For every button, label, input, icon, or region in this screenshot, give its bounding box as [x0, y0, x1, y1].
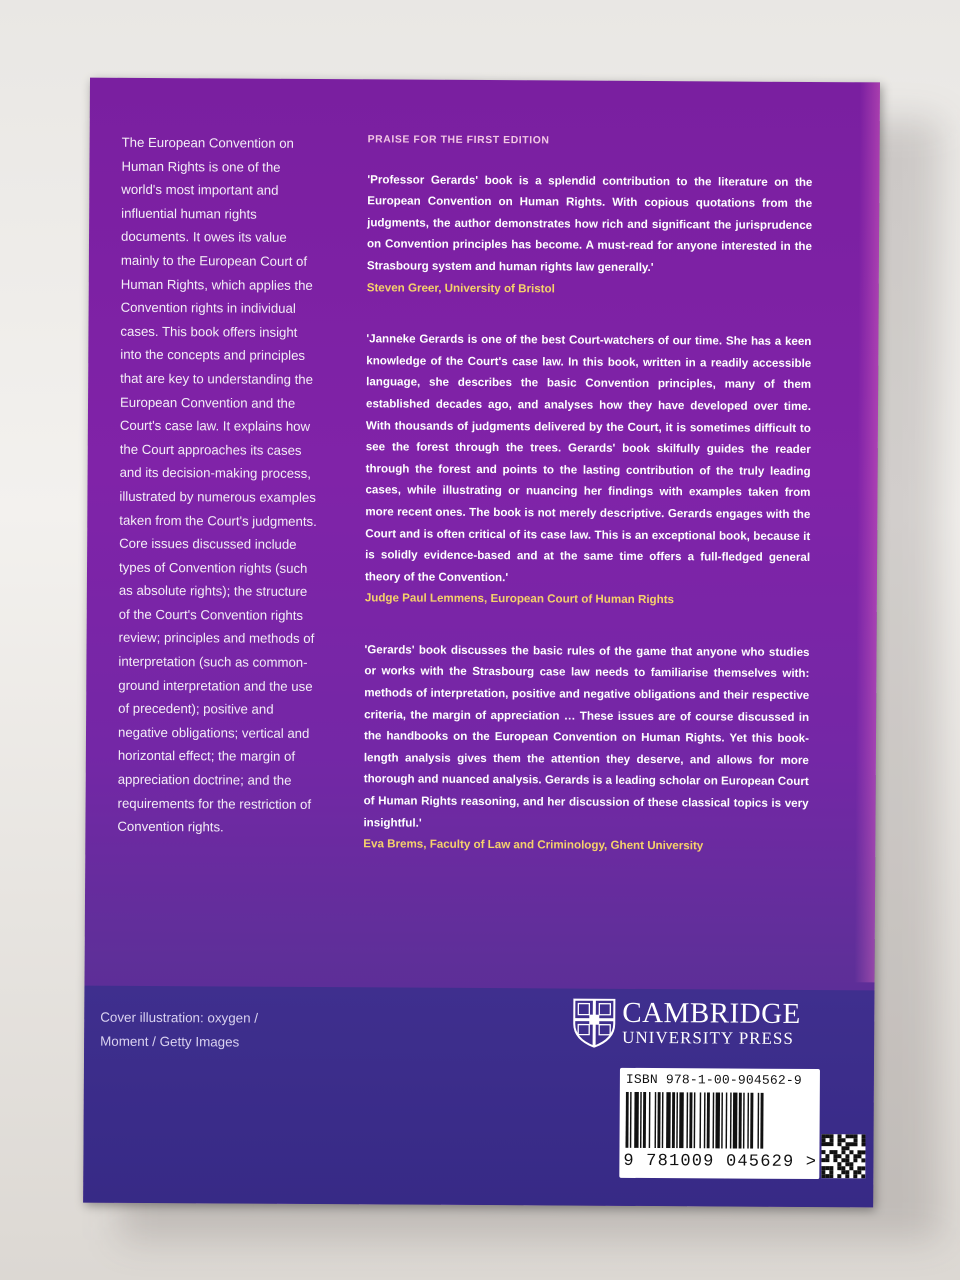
quote-text: 'Professor Gerards' book is a splendid contribution to the literature on the European Convention on Human Rights. With copious quotations from the judgments, the author demonstrates how rich and significant the jurisprudence on Convention principles has become. A must-read for anyone interested in the Strasbourg system and human rights law generally.' — [366, 172, 813, 275]
qr-module — [829, 1166, 833, 1170]
qr-module — [833, 1150, 837, 1154]
barcode-bar — [686, 1092, 688, 1148]
qr-module — [842, 1138, 846, 1142]
praise-heading: PRAISE FOR THE FIRST EDITION — [367, 134, 550, 147]
barcode-bar — [649, 1092, 651, 1148]
quote-attribution: Judge Paul Lemmens, European Court of Human Rights — [364, 591, 675, 607]
qr-module — [845, 1146, 849, 1150]
qr-module — [841, 1150, 845, 1154]
barcode-bar — [726, 1092, 728, 1148]
qr-module — [837, 1154, 841, 1158]
barcode-bar — [743, 1093, 745, 1149]
blurb-column — [117, 131, 321, 840]
qr-module — [862, 1134, 866, 1138]
barcode-bar — [662, 1092, 664, 1148]
publisher-wordmark — [622, 998, 801, 1049]
qr-module — [841, 1146, 845, 1150]
qr-module — [825, 1154, 829, 1158]
barcode-bar — [707, 1092, 710, 1148]
barcode-bar — [733, 1093, 738, 1149]
barcode-bar — [747, 1093, 749, 1149]
qr-module — [825, 1174, 829, 1178]
qr-module — [821, 1150, 825, 1154]
qr-module — [853, 1174, 857, 1178]
qr-module — [849, 1150, 853, 1154]
qr-module — [857, 1150, 861, 1154]
qr-module — [825, 1166, 829, 1170]
barcode-bar — [715, 1092, 720, 1148]
qr-module — [821, 1158, 825, 1162]
blurb-text: The European Convention on Human Rights is one of the world's most important and influential human rights documents. It owes its value mainly to the European Court of Human Rights, which applies the Convention rights in individual cases. This book offers insight into the concepts and principles that are key to understanding the European Convention and the Court's case law. It explains how the Court approaches its cases and its decision-making process, illustrated by numerous examples taken from the Court's judgments. Core issues discussed include types of Convention rights (such as absolute rights); the structure of the Court's Convention rights review; principles and methods of interpretation (such as common-ground interpretation and the use of precedent); positive and negative obligations; vertical and horizontal effect; the margin of appreciation doctrine; and the requirements for the restriction of Convention rights. — [117, 134, 317, 835]
qr-module — [841, 1170, 845, 1174]
qr-module — [822, 1138, 826, 1142]
qr-module — [861, 1150, 865, 1154]
qr-module — [861, 1166, 865, 1170]
qr-module — [829, 1170, 833, 1174]
qr-module — [850, 1134, 854, 1138]
qr-module — [822, 1134, 826, 1138]
qr-module — [845, 1158, 849, 1162]
barcode-digits: 9 781009 045629 > — [623, 1151, 818, 1173]
qr-module — [845, 1162, 849, 1166]
qr-module — [837, 1174, 841, 1178]
qr-module — [821, 1166, 825, 1170]
barcode-bar — [657, 1092, 660, 1148]
barcode-bar — [679, 1092, 684, 1148]
qr-module — [829, 1174, 833, 1178]
barcode-bar — [730, 1093, 732, 1149]
barcode-bar — [739, 1093, 742, 1149]
qr-module — [861, 1158, 865, 1162]
isbn-label: ISBN 978-1-00-904562-9 — [625, 1071, 802, 1088]
barcode-bar — [712, 1092, 714, 1148]
qr-module — [821, 1170, 825, 1174]
barcode-bar — [672, 1092, 675, 1148]
barcode-bars — [625, 1092, 811, 1149]
barcode-bar — [630, 1092, 632, 1148]
barcode-bar — [654, 1092, 656, 1148]
qr-module — [845, 1170, 849, 1174]
publisher-subtitle: UNIVERSITY PRESS — [622, 1027, 794, 1048]
barcode-bar — [694, 1092, 696, 1148]
qr-module — [845, 1142, 849, 1146]
qr-module — [861, 1174, 865, 1178]
barcode-bar — [676, 1092, 678, 1148]
quote-text: 'Gerards' book discusses the basic rules of the game that anyone who studies or works with the Strasbourg case law needs to familiarise themselves with: methods of interpretation, positive and negative obligations and their respective criteria, the margin of appreciation … These issues are of course discussed in the handbooks on the European Convention on Human Rights. Yet this book-length analysis gives them the attention they deserve, and allows for more thorough and nuanced analysis. Gerards is a leading scholar on European Court of Human Rights reasoning, and her discussion of these classical topics is very insightful.' — [363, 643, 810, 830]
qr-module — [821, 1142, 825, 1146]
barcode-bar — [750, 1093, 753, 1149]
qr-module — [830, 1138, 834, 1142]
qr-module — [838, 1138, 842, 1142]
cover-credit: Cover illustration: oxygen / Moment / Getty Images — [100, 1009, 259, 1050]
qr-module — [826, 1134, 830, 1138]
praise-column — [363, 129, 813, 888]
qr-module — [849, 1162, 853, 1166]
qr-module — [845, 1174, 849, 1178]
qr-module — [849, 1142, 853, 1146]
qr-module — [838, 1134, 842, 1138]
barcode — [619, 1068, 820, 1179]
qr-module — [861, 1142, 865, 1146]
university-shield-icon — [572, 998, 616, 1048]
qr-module — [833, 1158, 837, 1162]
qr-module — [853, 1154, 857, 1158]
qr-module — [853, 1170, 857, 1174]
qr-module — [853, 1158, 857, 1162]
qr-module — [845, 1154, 849, 1158]
book-back-cover — [83, 78, 880, 1208]
qr-module — [841, 1166, 845, 1170]
barcode-bar — [721, 1092, 723, 1148]
qr-module — [837, 1166, 841, 1170]
qr-module — [854, 1138, 858, 1142]
barcode-bar — [704, 1092, 706, 1148]
barcode-bar — [760, 1093, 763, 1149]
qr-module — [821, 1174, 825, 1178]
qr-module — [862, 1138, 866, 1142]
qr-module — [825, 1158, 829, 1162]
qr-module — [837, 1142, 841, 1146]
quote-attribution: Eva Brems, Faculty of Law and Criminology, Ghent University — [363, 837, 704, 853]
barcode-bar — [634, 1092, 639, 1148]
barcode-bar — [640, 1092, 642, 1148]
qr-module — [857, 1170, 861, 1174]
barcode-bar — [643, 1092, 646, 1148]
qr-module — [837, 1162, 841, 1166]
publisher-logo — [572, 996, 822, 1058]
quote-text: 'Janneke Gerards is one of the best Court-watchers of our time. She has a keen knowledge of the Court's case law. In this book, written in a readily accessible language, she describes the basic Convention principles, many of them established decades ago, and analyses how they have developed over time. With thousands of judgments delivered by the Court, it is sometimes difficult to see the forest through the trees. Gerards' book skilfully guides the reader through the forest and points to the lasting contribution of the truly leading cases, while illustrating or nuancing her findings with examples taken from more recent ones. The book is not merely descriptive. Gerards engages with the Court and is often critical of its case law. This is an exceptional book, because it is solidly evidence-based and at the same time offers a full-fledged general theory of the Convention.' — [364, 332, 812, 584]
barcode-bar — [625, 1092, 628, 1148]
barcode-bar — [757, 1093, 759, 1149]
qr-module — [857, 1154, 861, 1158]
barcode-bar — [666, 1092, 671, 1148]
qr-module — [857, 1166, 861, 1170]
barcode-bar — [689, 1092, 692, 1148]
qr-module — [841, 1158, 845, 1162]
quote-attribution: Steven Greer, University of Bristol — [366, 280, 555, 295]
qr-module — [830, 1134, 834, 1138]
qr-module — [854, 1134, 858, 1138]
qr-module — [853, 1142, 857, 1146]
publisher-name: CAMBRIDGE — [622, 996, 801, 1030]
qr-module — [825, 1142, 829, 1146]
qr-module — [829, 1142, 833, 1146]
qr-module — [849, 1166, 853, 1170]
qr-module — [829, 1150, 833, 1154]
qr-module — [846, 1134, 850, 1138]
barcode-bar — [699, 1092, 701, 1148]
qr-module — [833, 1154, 837, 1158]
qr-code-icon — [821, 1134, 865, 1178]
